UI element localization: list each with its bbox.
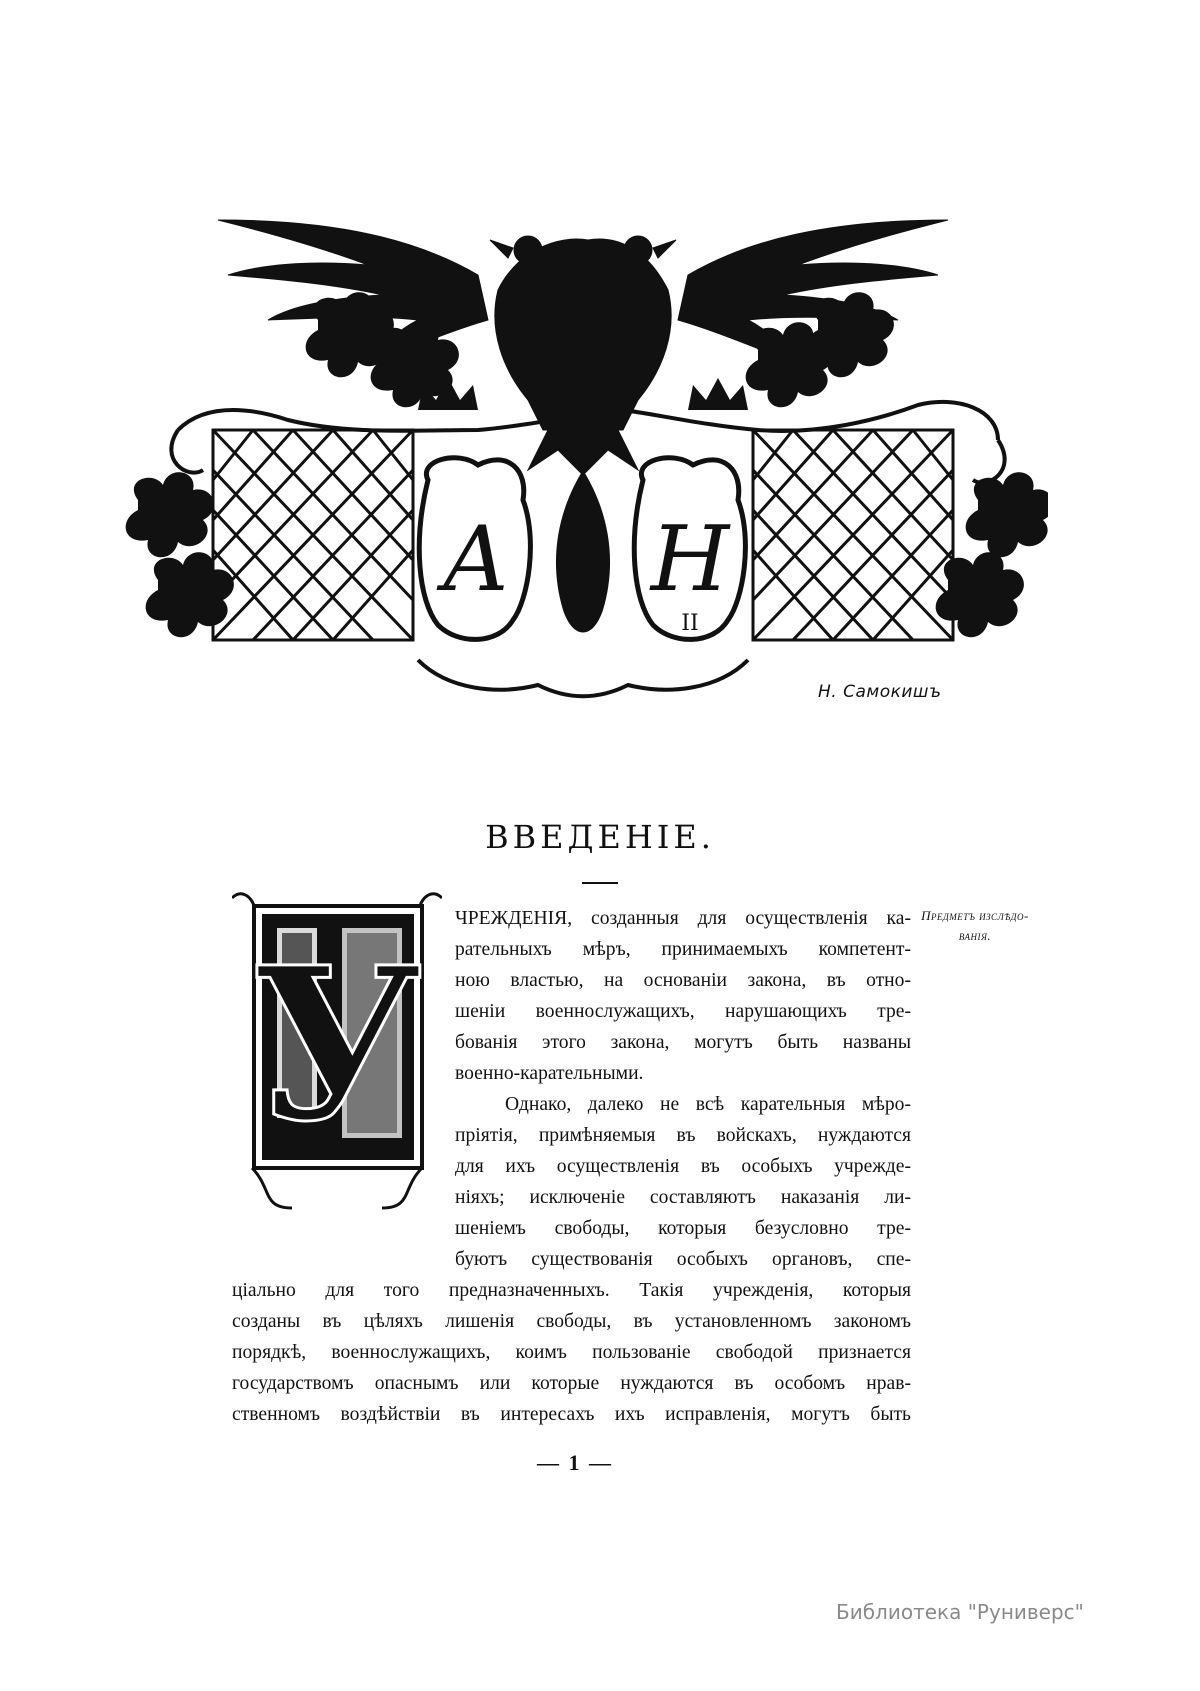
monogram-numeral: II <box>681 611 699 636</box>
monogram-right: Н <box>650 507 730 612</box>
text-line: военно-карательными. <box>455 1063 644 1084</box>
text-line: государствомъ опаснымъ или которые нуждаются въ особомъ нрав- <box>232 1373 911 1394</box>
text-line: для ихъ осуществленія въ особыхъ учрежде- <box>455 1156 911 1177</box>
text-line: пріятія, примѣняемыя въ войскахъ, нуждаются <box>455 1125 911 1146</box>
text-line: ніяхъ; исключеніе составляютъ наказанія ли- <box>455 1187 911 1208</box>
paragraph-1 <box>455 903 911 1275</box>
text-line: ственномъ воздѣйствіи въ интересахъ ихъ исправленія, могутъ быть <box>232 1404 911 1425</box>
decorated-initial <box>232 888 442 1218</box>
initial-letter: У <box>251 921 423 1168</box>
text-line: Однако, далеко не всѣ карательныя мѣро- <box>505 1094 911 1115</box>
text-line: шеніемъ свободы, которыя безусловно тре- <box>455 1218 911 1239</box>
artist-signature: Н. Самокишъ <box>818 682 942 702</box>
paragraph-2 <box>232 1275 911 1430</box>
margin-note-line: Предметъ изслѣдо- <box>921 908 1029 923</box>
text-line: буютъ существованія особыхъ органовъ, спе- <box>455 1249 911 1270</box>
text-line: шеніи военнослужащихъ, нарушающихъ тре- <box>455 1001 911 1022</box>
acanthus-ornament <box>556 470 610 633</box>
text-line: порядкѣ, военнослужащихъ, коимъ пользованіе свободой признается <box>232 1342 911 1363</box>
library-watermark: Библиотека "Руниверс" <box>836 1600 1084 1624</box>
text-line: созданы въ цѣляхъ лишенія свободы, въ установленномъ закономъ <box>232 1311 911 1332</box>
text-line: ЧРЕЖДЕНІЯ, созданныя для осуществленія ка- <box>455 908 911 929</box>
page-number: — 1 — <box>537 1450 613 1475</box>
eagle-headpiece-illustration <box>118 180 1048 740</box>
text-line: рательныхъ мѣръ, принимаемыхъ компетент- <box>455 939 911 960</box>
monogram-left: А <box>441 507 511 612</box>
margin-note-line: ванія. <box>958 928 992 943</box>
text-line: ціально для того предназначенныхъ. Такія учрежденія, которыя <box>232 1280 911 1301</box>
title-divider <box>582 882 618 884</box>
text-line: ною властью, на основаніи закона, въ отно- <box>455 970 911 991</box>
page-title: ВВЕДЕНІЕ. <box>485 818 715 856</box>
text-line: бованія этого закона, могутъ быть названы <box>455 1032 911 1053</box>
margin-note <box>916 906 1034 946</box>
